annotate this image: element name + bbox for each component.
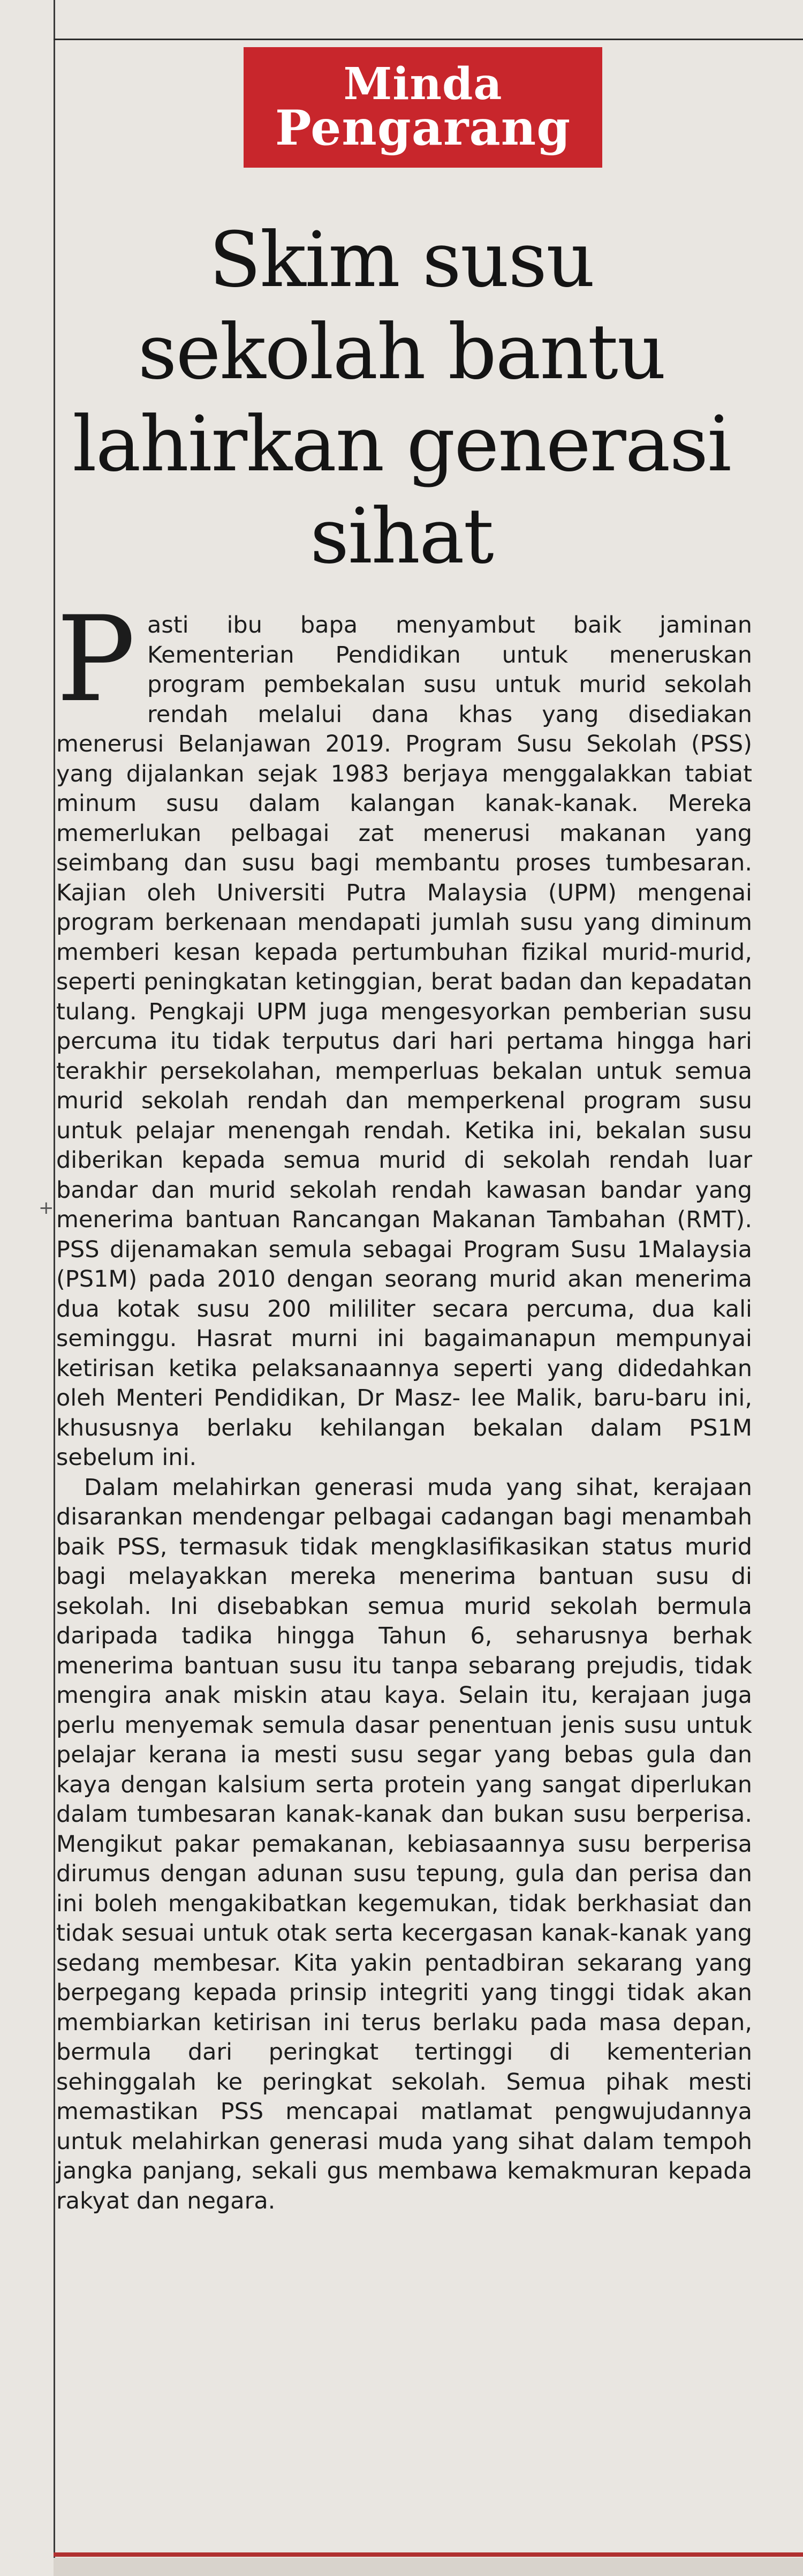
- bottom-rule: [54, 2552, 803, 2557]
- section-label-line2: Pengarang: [275, 99, 571, 156]
- drop-cap: P: [56, 591, 136, 728]
- section-label-line1: Minda: [343, 58, 503, 110]
- column-divider: [54, 0, 55, 2576]
- registration-mark: +: [39, 1197, 54, 1219]
- section-label: [244, 47, 602, 168]
- headline: Skim susu sekolah bantu lahirkan generasi sihat: [72, 216, 731, 581]
- next-article-strip: [54, 2558, 803, 2576]
- article-body: [56, 591, 752, 2216]
- article-paragraph-1: asti ibu bapa menyambut baik jaminan Kementerian Pendidikan untuk meneruskan program pembekalan susu untuk murid sekolah rendah melalui dana khas yang disediakan menerusi Belanjawan 2019. Program Susu Sekolah (PSS) yang dijalankan sejak 1983 berjaya menggalakkan tabiat minum susu dalam kalangan kanak-kanak. Mereka memerlukan pelbagai zat menerusi makanan yang seimbang dan susu bagi membantu proses tumbesaran. Kajian oleh Universiti Putra Malaysia (UPM) mengenai program berkenaan mendapati jumlah susu yang diminum memberi kesan kepada pertumbuhan fizikal murid-murid, seperti peningkatan ketinggian, berat badan dan kepadatan tulang. Pengkaji UPM juga mengesyorkan pemberian susu percuma itu tidak terputus dari hari pertama hingga hari terakhir persekolahan, memperluas bekalan untuk semua murid sekolah rendah dan memperkenal program susu untuk pelajar menengah rendah. Ketika ini, bekalan susu diberikan kepada semua murid di sekolah rendah luar bandar dan murid sekolah rendah kawasan bandar yang menerima bantuan Rancangan Makanan Tambahan (RMT). PSS dijenamakan semula sebagai Program Susu 1Malaysia (PS1M) pada 2010 dengan seorang murid akan menerima dua kotak susu 200 mililiter secara percuma, dua kali seminggu. Hasrat murni ini bagaimanapun mempunyai ketirisan ketika pelaksanaannya seperti yang didedahkan oleh Menteri Pendidikan, Dr Masz- lee Malik, baru-baru ini, khususnya berlaku kehilangan bekalan dalam PS1M sebelum ini.: [56, 612, 752, 1471]
- article-paragraph-2: Dalam melahirkan generasi muda yang sihat, kerajaan disarankan mendengar pelbagai cadangan bagi menambah baik PSS, termasuk tidak mengklasifikasikan status murid bagi melayakkan mereka menerima bantuan susu di sekolah. Ini disebabkan semua murid sekolah bermula daripada tadika hingga Tahun 6, seharusnya berhak menerima bantuan susu itu tanpa sebarang prejudis, tidak mengira anak miskin atau kaya. Selain itu, kerajaan juga perlu menyemak semula dasar penentuan jenis susu untuk pelajar kerana ia mesti susu segar yang bebas gula dan kaya dengan kalsium serta protein yang sangat diperlukan dalam tumbesaran kanak-kanak dan bukan susu berperisa. Mengikut pakar pemakanan, kebiasaannya susu berperisa dirumus dengan adunan susu tepung, gula dan perisa dan ini boleh mengakibatkan kegemukan, tidak berkhasiat dan tidak sesuai untuk otak serta kecergasan kanak-kanak yang sedang membesar. Kita yakin pentadbiran sekarang yang berpegang kepada prinsip integriti yang tinggi tidak akan membiarkan ketirisan ini terus berlaku pada masa depan, bermula dari peringkat tertinggi di kementerian sehinggalah ke peringkat sekolah. Semua pihak mesti memastikan PSS mencapai matlamat pengwujudannya untuk melahirkan generasi muda yang sihat dalam tempoh jangka panjang, sekali gus membawa kemakmuran kepada rakyat dan negara.: [56, 1474, 752, 2214]
- top-rule: [54, 39, 803, 40]
